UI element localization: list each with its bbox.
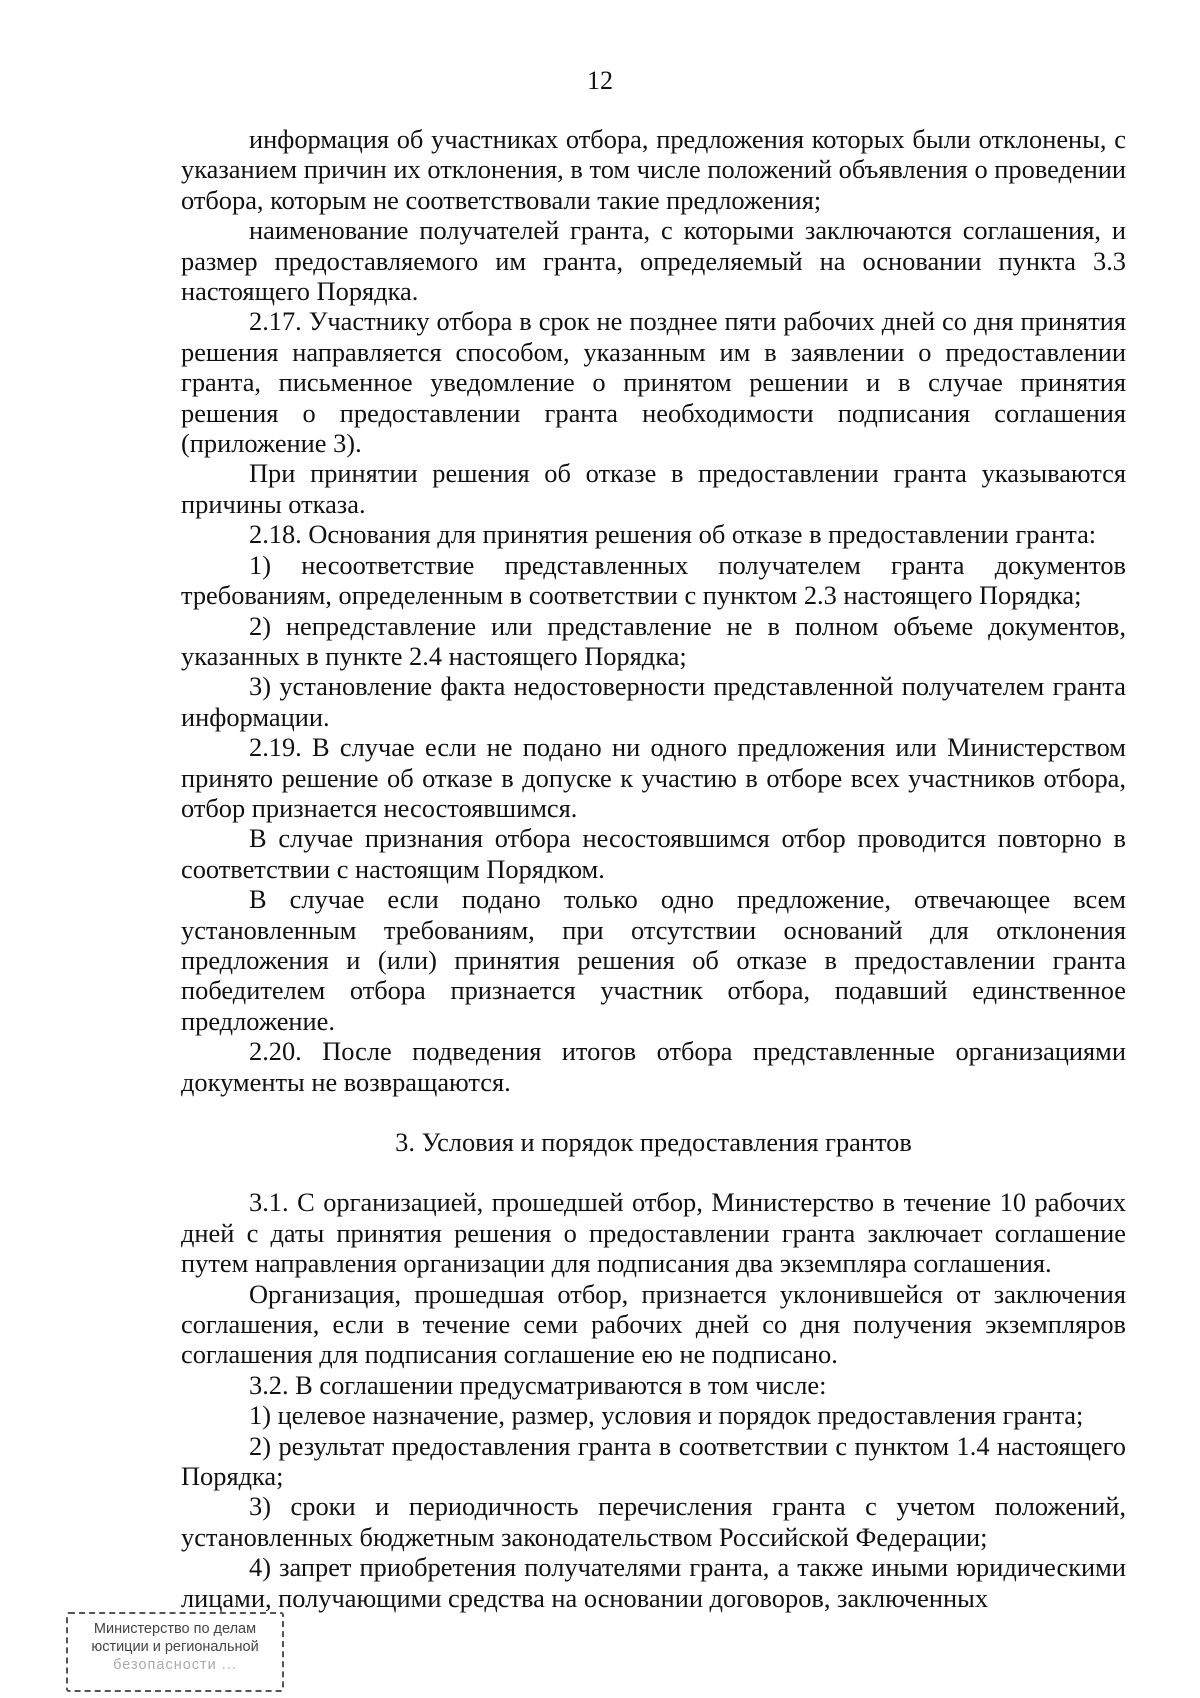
stamp-line: юстиции и региональной: [91, 1639, 259, 1655]
paragraph: 1) несоответствие представленных получателем гранта документов требованиям, определенным в соответствии с пунктом 2.3 настоящего Порядка;: [181, 549, 1126, 611]
section-heading: 3. Условия и порядок предоставления грантов: [395, 1127, 912, 1157]
paragraph: 2.19. В случае если не подано ни одного предложения или Министерством принято решение об отказе в допуске к участию в отборе всех участников отбора, отбор признается несостоявшимся.: [181, 732, 1126, 823]
paragraph: 2.17. Участнику отбора в срок не позднее пяти рабочих дней со дня принятия решения направляется способом, указанным им в заявлении о предоставлении гранта, письменное уведомление о принятом решении и в случае принятия решения о предоставлении гранта необходимости подписания соглашения (приложение 3).: [181, 306, 1126, 459]
document-body: [181, 124, 1126, 1613]
paragraph: 2.18. Основания для принятия решения об отказе в предоставлении гранта:: [249, 519, 1097, 550]
paragraph: 3.1. С организацией, прошедшей отбор, Министерство в течение 10 рабочих дней с даты принятия решения о предоставлении гранта заключает соглашение путем направления организации для подписания два экземпляра соглашения.: [181, 1187, 1126, 1279]
paragraph: наименование получателей гранта, с которыми заключаются соглашения, и размер предоставляемого им гранта, определяемый на основании пункта 3.3 настоящего Порядка.: [181, 215, 1126, 307]
registration-stamp: [66, 1612, 284, 1692]
paragraph: 1) целевое назначение, размер, условия и порядок предоставления гранта;: [249, 1400, 1084, 1431]
page-number: 12: [587, 66, 613, 95]
paragraph: В случае если подано только одно предложение, отвечающее всем установленным требованиям, при отсутствии оснований для отклонения предложения и (или) принятия решения об отказе в предоставлении гранта победителем отбора признается участник отбора, подавший единственное предложение.: [181, 884, 1126, 1036]
paragraph: 4) запрет приобретения получателями гранта, а также иными юридическими лицами, получающими средства на основании договоров, заключенных: [181, 1552, 1126, 1613]
paragraph: 2.20. После подведения итогов отбора представленные организациями документы не возвращаются.: [181, 1036, 1126, 1097]
paragraph: 3.2. В соглашении предусматриваются в том числе:: [249, 1369, 827, 1400]
paragraph: Организация, прошедшая отбор, признается уклонившейся от заключения соглашения, если в течение семи рабочих дней со дня получения экземпляров соглашения для подписания соглашение ею не подписано.: [181, 1278, 1126, 1370]
stamp-line: безопасности ...: [113, 1657, 237, 1673]
stamp-line: Министерство по делам: [93, 1621, 257, 1637]
paragraph: В случае признания отбора несостоявшимся отбор проводится повторно в соответствии с настоящим Порядком.: [181, 823, 1126, 884]
paragraph: При принятии решения об отказе в предоставлении гранта указываются причины отказа.: [181, 458, 1126, 519]
paragraph: 3) сроки и периодичность перечисления гранта с учетом положений, установленных бюджетным законодательством Российской Федерации;: [181, 1491, 1126, 1552]
paragraph: 2) непредставление или представление не в полном объеме документов, указанных в пункте 2.4 настоящего Порядка;: [181, 610, 1126, 671]
paragraph: 2) результат предоставления гранта в соответствии с пунктом 1.4 настоящего Порядка;: [181, 1430, 1126, 1492]
paragraph: информация об участниках отбора, предложения которых были отклонены, с указанием причин их отклонения, в том числе положений объявления о проведении отбора, которым не соответствовали такие предложения;: [181, 124, 1126, 215]
paragraph: 3) установление факта недостоверности представленной получателем гранта информации.: [181, 671, 1126, 732]
